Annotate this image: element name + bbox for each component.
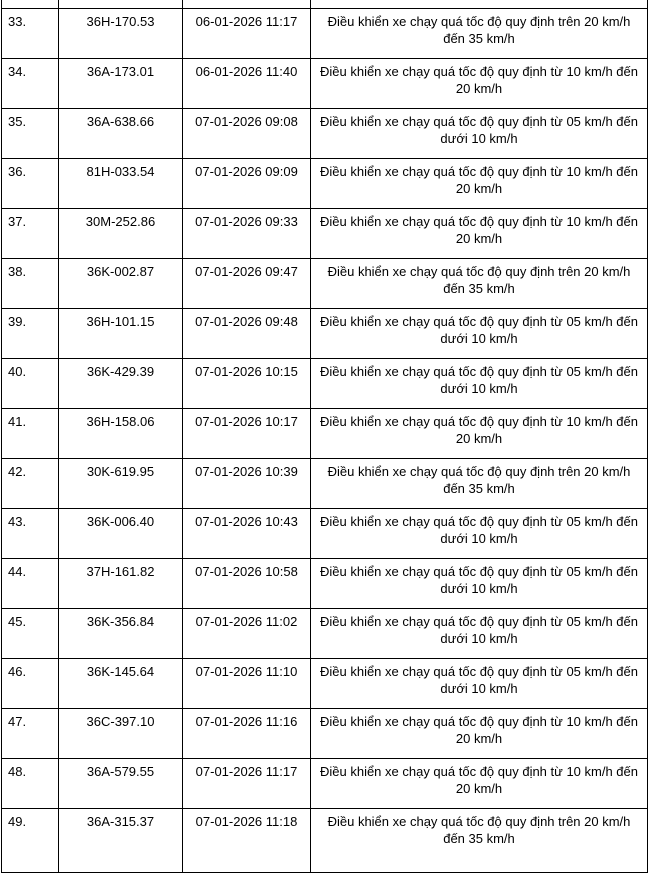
table-row: [2, 109, 648, 159]
plate-cell: [59, 0, 183, 9]
row-index-cell: 46.: [2, 659, 59, 709]
violation-cell: [311, 0, 648, 9]
table-row: [2, 159, 648, 209]
datetime-cell: 07-01-2026 09:09: [183, 159, 311, 209]
row-index-cell: 49.: [2, 809, 59, 873]
datetime-cell: 07-01-2026 09:47: [183, 259, 311, 309]
row-index-cell: 33.: [2, 9, 59, 59]
datetime-cell: 06-01-2026 11:17: [183, 9, 311, 59]
table-row: [2, 259, 648, 309]
plate-cell: 36H-101.15: [59, 309, 183, 359]
plate-cell: 36A-579.55: [59, 759, 183, 809]
plate-cell: 81H-033.54: [59, 159, 183, 209]
table-row: [2, 659, 648, 709]
datetime-cell: 07-01-2026 11:16: [183, 709, 311, 759]
plate-cell: 36K-002.87: [59, 259, 183, 309]
plate-cell: 36K-429.39: [59, 359, 183, 409]
datetime-cell: 07-01-2026 10:17: [183, 409, 311, 459]
table-row: [2, 9, 648, 59]
violation-cell: Điều khiển xe chạy quá tốc độ quy định từ 10 km/h đến 20 km/h: [311, 759, 648, 809]
plate-cell: 36A-315.37: [59, 809, 183, 873]
datetime-cell: 07-01-2026 10:58: [183, 559, 311, 609]
plate-cell: 36K-006.40: [59, 509, 183, 559]
table-row: [2, 359, 648, 409]
datetime-cell: [183, 0, 311, 9]
violation-cell: Điều khiển xe chạy quá tốc độ quy định từ 05 km/h đến dưới 10 km/h: [311, 509, 648, 559]
datetime-cell: 07-01-2026 10:43: [183, 509, 311, 559]
row-index-cell: 44.: [2, 559, 59, 609]
violation-cell: Điều khiển xe chạy quá tốc độ quy định từ 05 km/h đến dưới 10 km/h: [311, 109, 648, 159]
row-index-cell: 35.: [2, 109, 59, 159]
row-index-cell: 43.: [2, 509, 59, 559]
violation-cell: Điều khiển xe chạy quá tốc độ quy định trên 20 km/h đến 35 km/h: [311, 9, 648, 59]
table-row-clipped: [2, 0, 648, 9]
datetime-cell: 07-01-2026 10:15: [183, 359, 311, 409]
row-index-cell: 48.: [2, 759, 59, 809]
violation-cell: Điều khiển xe chạy quá tốc độ quy định từ 10 km/h đến 20 km/h: [311, 409, 648, 459]
row-index-cell: [2, 0, 59, 9]
row-index-cell: 34.: [2, 59, 59, 109]
datetime-cell: 07-01-2026 11:10: [183, 659, 311, 709]
table-row: [2, 809, 648, 873]
row-index-cell: 38.: [2, 259, 59, 309]
plate-cell: 36C-397.10: [59, 709, 183, 759]
datetime-cell: 07-01-2026 10:39: [183, 459, 311, 509]
plate-cell: 30M-252.86: [59, 209, 183, 259]
violation-cell: Điều khiển xe chạy quá tốc độ quy định trên 20 km/h đến 35 km/h: [311, 809, 648, 873]
table-row: [2, 709, 648, 759]
row-index-cell: 36.: [2, 159, 59, 209]
plate-cell: 36H-170.53: [59, 9, 183, 59]
table-row: [2, 559, 648, 609]
datetime-cell: 07-01-2026 09:08: [183, 109, 311, 159]
table-row: [2, 209, 648, 259]
datetime-cell: 07-01-2026 11:02: [183, 609, 311, 659]
table-row: [2, 759, 648, 809]
violation-cell: Điều khiển xe chạy quá tốc độ quy định từ 05 km/h đến dưới 10 km/h: [311, 559, 648, 609]
table-row: [2, 459, 648, 509]
violation-cell: Điều khiển xe chạy quá tốc độ quy định từ 10 km/h đến 20 km/h: [311, 159, 648, 209]
plate-cell: 36K-145.64: [59, 659, 183, 709]
plate-cell: 36A-173.01: [59, 59, 183, 109]
table-row: [2, 509, 648, 559]
plate-cell: 36K-356.84: [59, 609, 183, 659]
row-index-cell: 47.: [2, 709, 59, 759]
violation-cell: Điều khiển xe chạy quá tốc độ quy định trên 20 km/h đến 35 km/h: [311, 459, 648, 509]
table-row: [2, 309, 648, 359]
datetime-cell: 07-01-2026 11:18: [183, 809, 311, 873]
datetime-cell: 07-01-2026 09:48: [183, 309, 311, 359]
violations-table-wrap: [1, 0, 648, 873]
row-index-cell: 42.: [2, 459, 59, 509]
row-index-cell: 37.: [2, 209, 59, 259]
row-index-cell: 41.: [2, 409, 59, 459]
violation-cell: Điều khiển xe chạy quá tốc độ quy định từ 05 km/h đến dưới 10 km/h: [311, 609, 648, 659]
violations-table-body: [2, 0, 648, 873]
violation-cell: Điều khiển xe chạy quá tốc độ quy định từ 10 km/h đến 20 km/h: [311, 59, 648, 109]
plate-cell: 37H-161.82: [59, 559, 183, 609]
datetime-cell: 07-01-2026 11:17: [183, 759, 311, 809]
violation-cell: Điều khiển xe chạy quá tốc độ quy định từ 10 km/h đến 20 km/h: [311, 209, 648, 259]
datetime-cell: 07-01-2026 09:33: [183, 209, 311, 259]
violation-cell: Điều khiển xe chạy quá tốc độ quy định từ 05 km/h đến dưới 10 km/h: [311, 359, 648, 409]
violation-cell: Điều khiển xe chạy quá tốc độ quy định từ 05 km/h đến dưới 10 km/h: [311, 659, 648, 709]
table-row: [2, 409, 648, 459]
plate-cell: 36H-158.06: [59, 409, 183, 459]
table-row: [2, 59, 648, 109]
table-row: [2, 609, 648, 659]
violation-cell: Điều khiển xe chạy quá tốc độ quy định từ 10 km/h đến 20 km/h: [311, 709, 648, 759]
plate-cell: 30K-619.95: [59, 459, 183, 509]
datetime-cell: 06-01-2026 11:40: [183, 59, 311, 109]
violation-cell: Điều khiển xe chạy quá tốc độ quy định trên 20 km/h đến 35 km/h: [311, 259, 648, 309]
row-index-cell: 39.: [2, 309, 59, 359]
row-index-cell: 40.: [2, 359, 59, 409]
violations-table: [1, 0, 648, 873]
plate-cell: 36A-638.66: [59, 109, 183, 159]
violation-cell: Điều khiển xe chạy quá tốc độ quy định từ 05 km/h đến dưới 10 km/h: [311, 309, 648, 359]
row-index-cell: 45.: [2, 609, 59, 659]
